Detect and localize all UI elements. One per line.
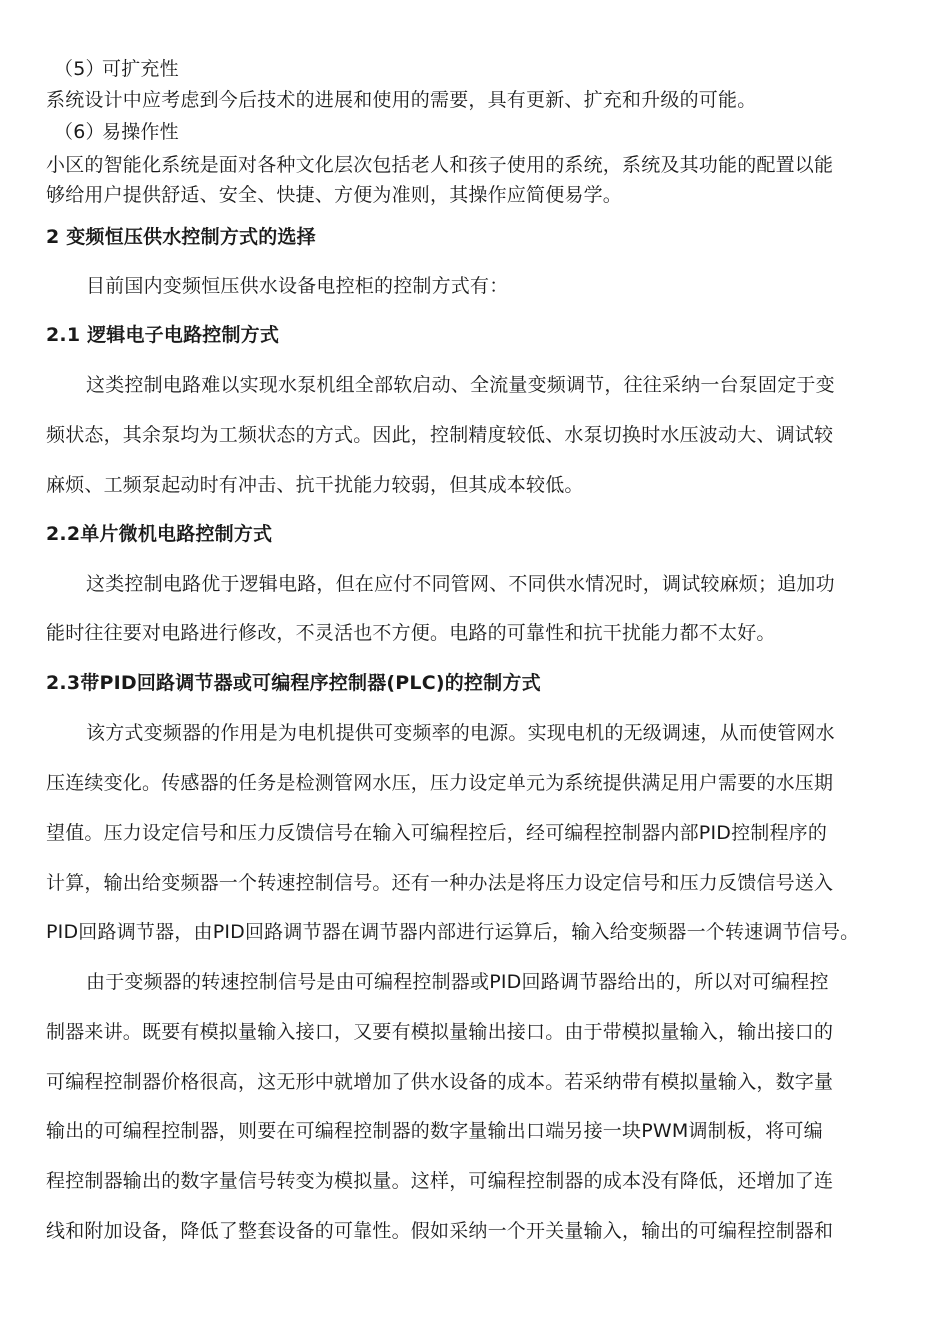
list-item-usability	[54, 120, 179, 144]
section-heading-2-3: 2.3带PID回路调节器或可编程序控制器(PLC)的控制方式	[46, 672, 541, 694]
paragraph-line: 该方式变频器的作用是为电机提供可变频率的电源。实现电机的无级调速，从而使管网水	[86, 722, 835, 744]
item-label: 易操作性	[102, 121, 179, 143]
paragraph-line: 可编程控制器价格很高，这无形中就增加了供水设备的成本。若采纳带有模拟量输入，数字量	[46, 1071, 834, 1093]
list-item-expandability	[54, 57, 179, 81]
paragraph-line: 麻烦、工频泵起动时有冲击、抗干扰能力较弱，但其成本较低。	[46, 474, 584, 496]
paragraph-line: 目前国内变频恒压供水设备电控柜的控制方式有：	[86, 275, 509, 297]
paragraph-line: 计算，输出给变频器一个转速控制信号。还有一种办法是将压力设定信号和压力反馈信号送入	[46, 872, 834, 894]
paragraph-line: 压连续变化。传感器的任务是检测管网水压，压力设定单元为系统提供满足用户需要的水压期	[46, 772, 834, 794]
paragraph-line: 这类控制电路难以实现水泵机组全部软启动、全流量变频调节，往往采纳一台泵固定于变	[86, 374, 835, 396]
paragraph-line: 程控制器输出的数字量信号转变为模拟量。这样，可编程控制器的成本没有降低，还增加了连	[46, 1170, 834, 1192]
paragraph-line: 望值。压力设定信号和压力反馈信号在输入可编程控后，经可编程控制器内部PID控制程序的	[46, 822, 828, 844]
section-heading-2-1: 2.1 逻辑电子电路控制方式	[46, 324, 280, 346]
paragraph-line: 输出的可编程控制器，则要在可编程控制器的数字量输出口端另接一块PWM调制板，将可编	[46, 1120, 823, 1142]
section-heading-2: 2 变频恒压供水控制方式的选择	[46, 226, 316, 248]
item-number: （5）	[54, 58, 105, 80]
section-heading-2-2: 2.2单片微机电路控制方式	[46, 523, 273, 545]
paragraph-line: 这类控制电路优于逻辑电路，但在应付不同管网、不同供水情况时，调试较麻烦；追加功	[86, 573, 835, 595]
paragraph-line: 能时往往要对电路进行修改，不灵活也不方便。电路的可靠性和抗干扰能力都不太好。	[46, 622, 776, 644]
item-label: 可扩充性	[102, 58, 179, 80]
paragraph-line: 制器来讲。既要有模拟量输入接口，又要有模拟量输出接口。由于带模拟量输入，输出接口的	[46, 1021, 834, 1043]
paragraph-line: 频状态，其余泵均为工频状态的方式。因此，控制精度较低、水泵切换时水压波动大、调试较	[46, 424, 834, 446]
item-number: （6）	[54, 121, 105, 143]
paragraph-line: 够给用户提供舒适、安全、快捷、方便为准则，其操作应简便易学。	[46, 184, 623, 206]
paragraph-line: 线和附加设备，降低了整套设备的可靠性。假如采纳一个开关量输入，输出的可编程控制器和	[46, 1220, 834, 1242]
paragraph-line: 系统设计中应考虑到今后技术的进展和使用的需要，具有更新、扩充和升级的可能。	[46, 89, 757, 111]
paragraph-line: PID回路调节器，由PID回路调节器在调节器内部进行运算后，输入给变频器一个转速调节信号。	[46, 921, 860, 943]
paragraph-line: 小区的智能化系统是面对各种文化层次包括老人和孩子使用的系统，系统及其功能的配置以能	[46, 154, 834, 176]
paragraph-line: 由于变频器的转速控制信号是由可编程控制器或PID回路调节器给出的，所以对可编程控	[86, 971, 829, 993]
